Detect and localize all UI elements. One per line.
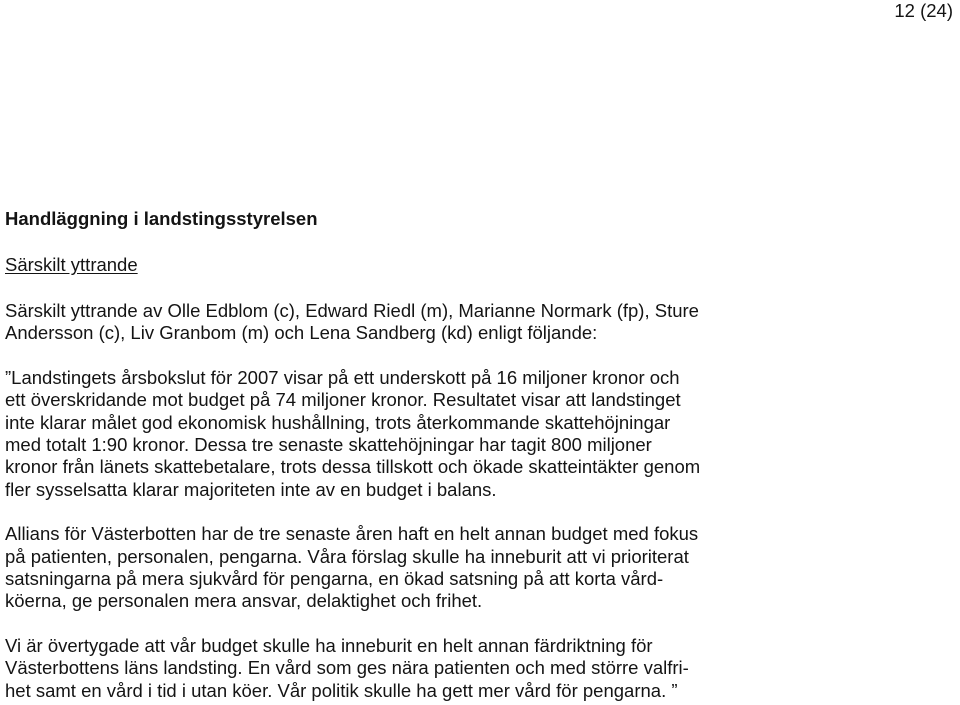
- intro-paragraph: Särskilt yttrande av Olle Edblom (c), Edward Riedl (m), Marianne Normark (fp), Sture Andersson (c), Liv Granbom (m) och Lena Sandberg (kd) enligt följande:: [5, 300, 699, 344]
- document-body: [5, 208, 955, 702]
- statement-paragraph-3: Vi är övertygade att vår budget skulle ha inneburit en helt annan färdriktning för Västerbottens läns landsting. En vård som ges nära patienten och med större valfri- het samt en vård i tid i utan köer. Vår politik skulle ha gett mer vård för pengarna. ”: [5, 634, 689, 701]
- page-number: 12 (24): [894, 0, 953, 21]
- section-subheading: Särskilt yttrande: [5, 254, 138, 275]
- statement-paragraph-2: Allians för Västerbotten har de tre senaste åren haft en helt annan budget med fokus på patienten, personalen, pengarna. Våra förslag skulle ha inneburit att vi prioriterat satsningarna på mera sjukvård för pengarna, en ökad satsning på att korta vård- köerna, ge personalen mera ansvar, delaktighet och frihet.: [5, 523, 699, 612]
- statement-paragraph-1: ”Landstingets årsbokslut för 2007 visar på ett underskott på 16 miljoner kronor och ett överskridande mot budget på 74 miljoner kronor. Resultatet visar att landstinget inte klarar målet god ekonomisk hushållning, trots återkommande skattehöjningar med totalt 1:90 kronor. Dessa tre senaste skattehöjningar har tagit 800 miljoner kronor från länets skattebetalare, trots dessa tillskott och ökade skatteintäkter genom fler sysselsatta klarar majoriteten inte av en budget i balans.: [5, 366, 701, 500]
- section-heading: Handläggning i landstingsstyrelsen: [5, 208, 318, 229]
